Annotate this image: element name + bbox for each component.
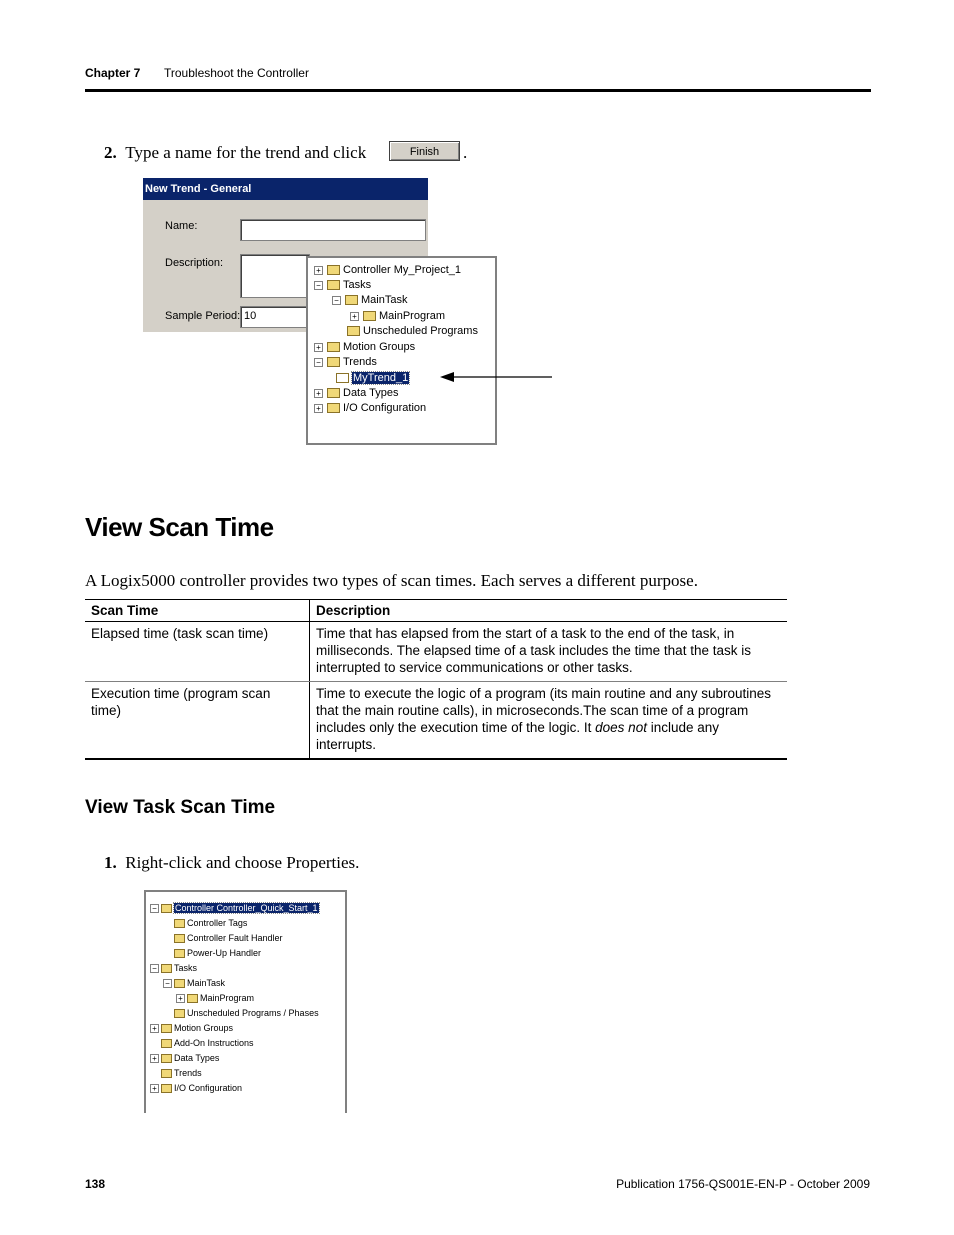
tree-item-selected[interactable]: MyTrend_1: [332, 371, 409, 385]
step-2: [104, 143, 366, 163]
page-number: 138: [85, 1177, 106, 1191]
task-icon: [174, 979, 185, 988]
step-number: 2.: [104, 143, 117, 162]
step-1: [104, 853, 359, 873]
header-rule: [85, 89, 871, 92]
tree-item[interactable]: − Trends: [314, 355, 377, 369]
tree-item[interactable]: + Controller My_Project_1: [314, 263, 461, 277]
tree-item[interactable]: Unscheduled Programs / Phases: [172, 1006, 319, 1020]
description-label: Description:: [165, 257, 224, 269]
expand-icon[interactable]: +: [176, 994, 185, 1003]
folder-icon: [174, 1009, 185, 1018]
callout-arrow: [438, 368, 553, 386]
tree-item[interactable]: Add-On Instructions: [159, 1036, 254, 1050]
tree-item[interactable]: − MainTask: [332, 293, 407, 307]
chapter-title: Troubleshoot the Controller: [164, 66, 309, 80]
section-title: View Scan Time: [85, 512, 274, 542]
intro-paragraph: A Logix5000 controller provides two types of scan times. Each serves a different purpose.: [85, 571, 698, 590]
description-input[interactable]: [240, 254, 310, 298]
finish-button[interactable]: Finish: [389, 141, 460, 161]
folder-icon: [327, 357, 340, 367]
folder-icon: [161, 1054, 172, 1063]
description-cell: Time to execute the logic of a program (its main routine and any subroutines that the main routine calls), in microseconds.The scan time of a program includes only the execution time of the logic. It does not include any interrupts.: [310, 682, 788, 760]
tree-item[interactable]: Unscheduled Programs: [343, 324, 478, 338]
tree-item[interactable]: Controller Tags: [172, 916, 247, 930]
expand-icon[interactable]: +: [150, 1054, 159, 1063]
step-number: 1.: [104, 853, 117, 872]
tree-item[interactable]: Power-Up Handler: [172, 946, 261, 960]
step-text: Right-click and choose Properties.: [125, 853, 360, 872]
folder-icon: [174, 934, 185, 943]
step-suffix: .: [463, 143, 468, 162]
expand-icon[interactable]: +: [150, 1084, 159, 1093]
folder-icon: [327, 388, 340, 398]
tree-item-selected[interactable]: − Controller Controller_Quick_Start_1: [150, 901, 319, 915]
name-label: Name:: [165, 220, 198, 232]
expand-icon[interactable]: +: [314, 343, 323, 352]
column-header: Description: [310, 600, 788, 622]
trend-icon: [336, 373, 349, 383]
tree-item[interactable]: + Motion Groups: [314, 340, 415, 354]
folder-icon: [161, 964, 172, 973]
scan-time-cell: Execution time (program scan time): [85, 682, 310, 760]
table-row: [85, 622, 787, 682]
folder-icon: [327, 403, 340, 413]
program-icon: [363, 311, 376, 321]
tree-item[interactable]: + I/O Configuration: [150, 1081, 242, 1095]
folder-icon: [161, 904, 172, 913]
collapse-icon[interactable]: −: [332, 296, 341, 305]
tree-item[interactable]: + MainProgram: [176, 991, 254, 1005]
tree-item[interactable]: + Data Types: [314, 386, 398, 400]
folder-icon: [174, 949, 185, 958]
tree-item[interactable]: − MainTask: [163, 976, 225, 990]
subsection-title: View Task Scan Time: [85, 797, 276, 818]
folder-icon: [327, 280, 340, 290]
controller-organizer-tree-2: [144, 890, 347, 1113]
tree-item[interactable]: Controller Fault Handler: [172, 931, 283, 945]
folder-icon: [327, 342, 340, 352]
sample-period-input[interactable]: 10: [240, 306, 310, 328]
folder-icon: [161, 1084, 172, 1093]
folder-icon: [161, 1024, 172, 1033]
expand-icon[interactable]: +: [314, 266, 323, 275]
step-text: Type a name for the trend and click: [125, 143, 367, 162]
description-cell: Time that has elapsed from the start of a task to the end of the task, in milliseconds. The elapsed time of a task includes the time that the task is interrupted to service communications or other tasks.: [310, 622, 788, 682]
sample-period-label: Sample Period:: [165, 310, 241, 322]
publication-info: Publication 1756-QS001E-EN-P - October 2009: [616, 1177, 870, 1191]
column-header: Scan Time: [85, 600, 310, 622]
table-row: [85, 682, 787, 760]
collapse-icon[interactable]: −: [314, 281, 323, 290]
expand-icon[interactable]: +: [150, 1024, 159, 1033]
tree-item[interactable]: − Tasks: [150, 961, 197, 975]
scan-time-cell: Elapsed time (task scan time): [85, 622, 310, 682]
tree-item[interactable]: Trends: [159, 1066, 202, 1080]
tree-item[interactable]: + Data Types: [150, 1051, 219, 1065]
folder-icon: [327, 265, 340, 275]
expand-icon[interactable]: +: [314, 404, 323, 413]
tags-icon: [174, 919, 185, 928]
expand-icon[interactable]: +: [350, 312, 359, 321]
tree-item[interactable]: + I/O Configuration: [314, 401, 426, 415]
collapse-icon[interactable]: −: [150, 904, 159, 913]
collapse-icon[interactable]: −: [163, 979, 172, 988]
chapter-label: Chapter 7: [85, 66, 141, 80]
scan-time-table: [85, 599, 787, 760]
tree-item[interactable]: + MainProgram: [350, 309, 445, 323]
tree-item[interactable]: + Motion Groups: [150, 1021, 233, 1035]
folder-icon: [161, 1039, 172, 1048]
name-input[interactable]: [240, 219, 426, 241]
folder-icon: [161, 1069, 172, 1078]
collapse-icon[interactable]: −: [314, 358, 323, 367]
collapse-icon[interactable]: −: [150, 964, 159, 973]
expand-icon[interactable]: +: [314, 389, 323, 398]
task-icon: [345, 295, 358, 305]
controller-organizer-tree: [306, 256, 497, 445]
folder-icon: [347, 326, 360, 336]
tree-item[interactable]: − Tasks: [314, 278, 371, 292]
program-icon: [187, 994, 198, 1003]
dialog-title: New Trend - General: [143, 178, 428, 200]
